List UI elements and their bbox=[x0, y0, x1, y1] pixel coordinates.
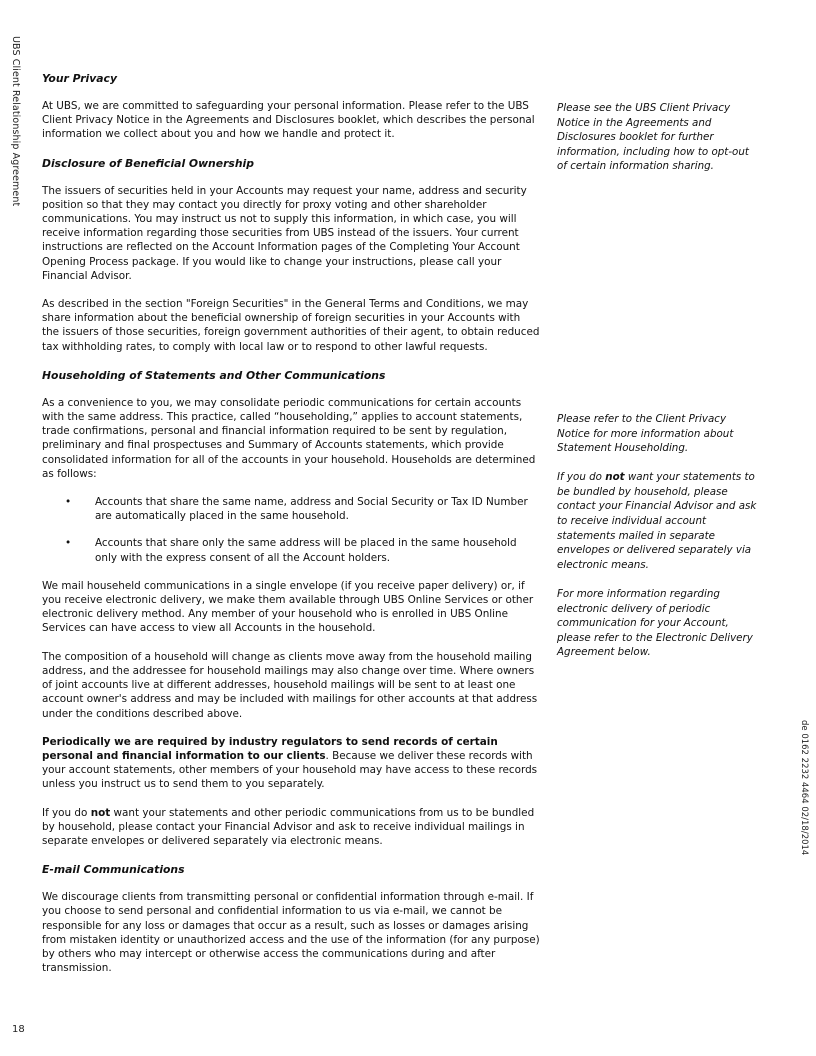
list-item bbox=[65, 536, 540, 564]
regulatory-emphasis: Periodically we are required by industry regulators to send records of certain personal and financial information to our clients bbox=[42, 735, 498, 762]
section-heading-beneficial-ownership: Disclosure of Beneficial Ownership bbox=[42, 156, 254, 170]
section-heading-privacy: Your Privacy bbox=[42, 72, 117, 85]
sidenote-text bbox=[557, 470, 757, 572]
paragraph-text: want your statements and other periodic communications from us to be bundled by household, please contact your Financial Advisor and ask to receive individual mailings in separate envelopes or delivered separately via electronic means. bbox=[42, 806, 535, 847]
section-heading-email: E-mail Communications bbox=[42, 863, 185, 877]
householding-paragraph-3: The composition of a household will change as clients move away from the household mailing address, and the addressee for household mailings may also change over time. Where owners of joint accounts live at different addresses, household mailings will be sent to at least one account owner's address and may be included with mailings for other accounts at that address under the conditions described above. bbox=[42, 650, 538, 720]
sidenote-fragment: want your statements to be bundled by household, please contact your Financial Advisor and ask to receive individual account statements mailed in separate envelopes or delivered separately via electronic means. bbox=[557, 471, 757, 571]
bullet-icon: • bbox=[65, 537, 72, 550]
sidenote-fragment: If you do bbox=[557, 471, 606, 484]
page-number: 18 bbox=[12, 1024, 25, 1035]
bullet-icon: • bbox=[65, 496, 72, 509]
not-emphasis: not bbox=[90, 806, 111, 819]
list-item bbox=[65, 495, 540, 523]
sidenote-privacy bbox=[557, 101, 757, 188]
sidenote-text: Please refer to the Client Privacy Notice for more information about Statement Householding. bbox=[557, 413, 734, 455]
paragraph-text: . Because we deliver these records with your account statements, other members of your household may have access to these records unless you instruct us to send them to you separately. bbox=[42, 749, 538, 791]
householding-paragraph-2: We mail househeld communications in a single envelope (if you receive paper delivery) or, if you receive electronic delivery, we make them available through UBS Online Services or other electronic delivery method. Any member of your household who is enrolled in UBS Online Services can have access to view all Accounts in the household. bbox=[42, 579, 534, 635]
list-item-text: Accounts that share only the same address will be placed in the same household only with the express consent of all the Account holders. bbox=[95, 537, 517, 564]
householding-criteria-list bbox=[42, 495, 540, 565]
list-item-text: Accounts that share the same name, address and Social Security or Tax ID Number are automatically placed in the same household. bbox=[95, 496, 528, 523]
beneficial-paragraph-1: The issuers of securities held in your Accounts may request your name, address and security position so that they may contact you directly for proxy voting and other shareholder communications. You may instruct us not to supply this information, in which case, you will receive information regarding those securities from UBS instead of the issuers. Your current instructions are reflected on the Account Information pages of the Completing Your Account Opening Process package. If you would like to change your instructions, please call your Financial Advisor. bbox=[42, 184, 527, 282]
main-column bbox=[42, 71, 540, 989]
sidenote-householding bbox=[557, 412, 757, 674]
sidenote-text: For more information regarding electronic delivery of periodic communication for your Account, please refer to the Electronic Delivery Agreement below. bbox=[557, 587, 753, 659]
householding-paragraph-1: As a convenience to you, we may consolidate periodic communications for certain accounts with the same address. This practice, called “householding,” applies to account statements, trade confirmations, personal and financial information required to be sent by regulation, preliminary and final prospectuses and Summary of Accounts statements, which provide consolidated information for all of the accounts in your household. Households are determined as follows: bbox=[42, 396, 536, 480]
householding-paragraph-4 bbox=[42, 735, 540, 792]
not-emphasis: not bbox=[605, 471, 625, 484]
sidenote-text: Please see the UBS Client Privacy Notice in the Agreements and Disclosures booklet for further information, including how to opt-out of certain information sharing. bbox=[557, 102, 749, 173]
email-paragraph: We discourage clients from transmitting personal or confidential information through e-mail. If you choose to send personal and confidential information to us via e-mail, we cannot be responsible for any loss or damages that occur as a result, such as losses or damages arising from mistaken identity or unauthorized access and the use of the information (for any purpose) by others who may intercept or otherwise access the communications during and after transmission. bbox=[42, 891, 540, 975]
privacy-paragraph: At UBS, we are committed to safeguarding your personal information. Please refer to the UBS Client Privacy Notice in the Agreements and Disclosures booklet, which describes the personal information we collect about you and how we handle and protect it. bbox=[42, 100, 535, 141]
document-side-title: UBS Client Relationship Agreement bbox=[10, 36, 21, 207]
householding-paragraph-5 bbox=[42, 806, 540, 849]
paragraph-text: If you do bbox=[42, 806, 91, 819]
beneficial-paragraph-2: As described in the section "Foreign Securities" in the General Terms and Conditions, we may share information about the beneficial ownership of foreign securities in your Accounts with the issuers of those securities, foreign government authorities of their agent, to obtain reduced tax withholding rates, to comply with local law or to respond to other lawful requests. bbox=[42, 298, 540, 353]
document-code: de 0162 2232 4464 02/18/2014 bbox=[799, 720, 809, 856]
section-heading-householding: Householding of Statements and Other Communications bbox=[42, 368, 386, 382]
